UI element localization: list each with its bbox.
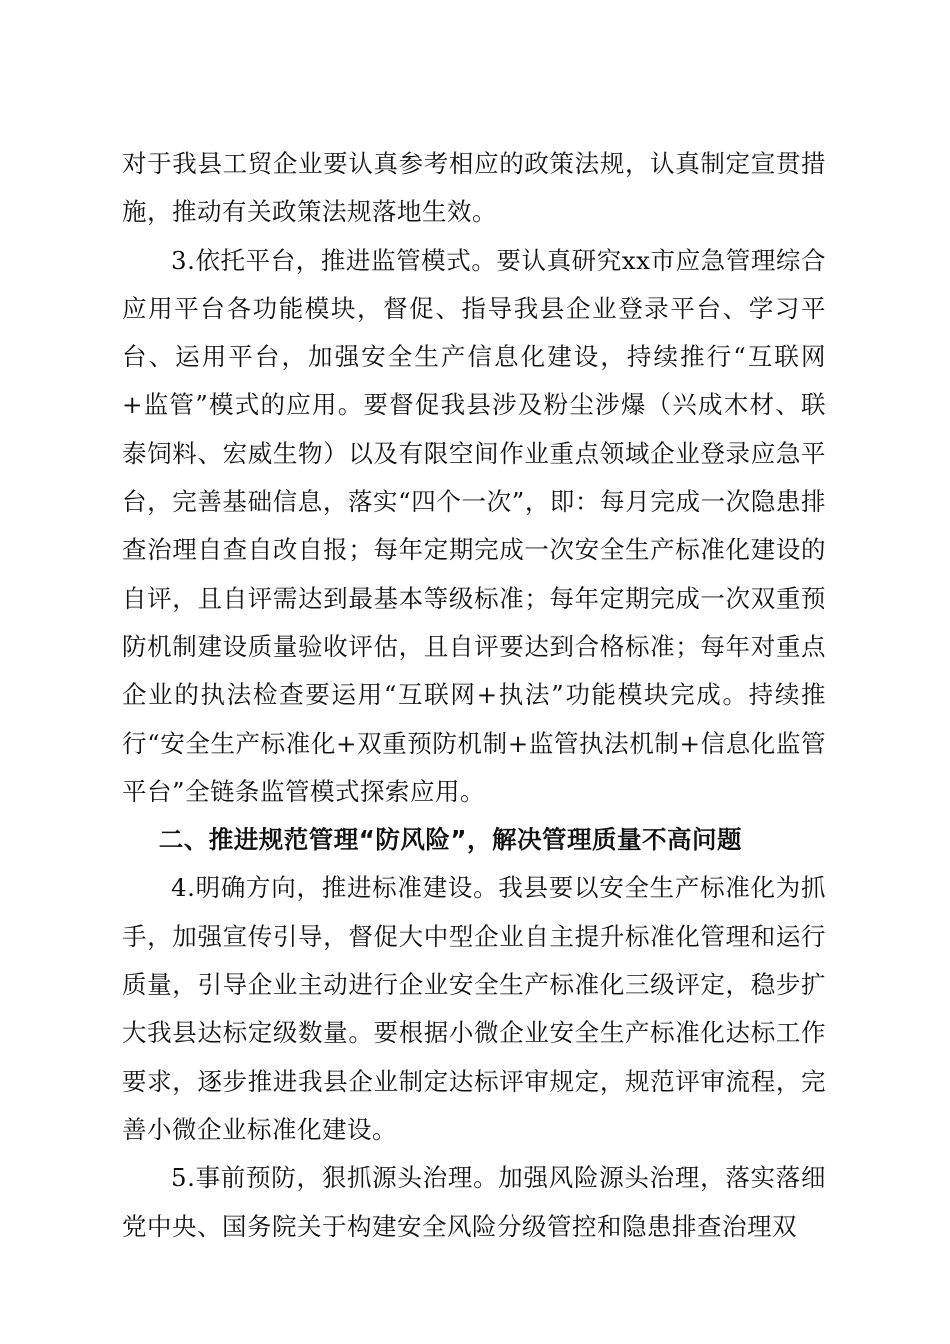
section-heading-2: 二、推进规范管理“防风险”，解决管理质量不高问题 bbox=[158, 825, 742, 855]
paragraph-item-4: 4.明确方向，推进标准建设。我县要以安全生产标准化为抓手，加强宣传引导，督促大中型企业自主提升标准化管理和运行质量，引导企业主动进行企业安全生产标准化三级评定，稳步扩大我县达标定级数量。要根据小微企业安全生产标准化达标工作要求，逐步推进我县企业制定达标评审规定，规范评审流程，完善小微企业标准化建设。 bbox=[122, 873, 826, 1144]
paragraph-item-3: 3.依托平台，推进监管模式。要认真研究xx市应急管理综合应用平台各功能模块，督促、指导我县企业登录平台、学习平台、运用平台，加强安全生产信息化建设，持续推行“互联网+监管”模式的应用。要督促我县涉及粉尘涉爆（兴成木材、联泰饲料、宏威生物）以及有限空间作业重点领域企业登录应急平台，完善基础信息，落实“四个一次”，即：每月完成一次隐患排查治理自查自改自报；每年定期完成一次安全生产标准化建设的自评，且自评需达到最基本等级标准；每年定期完成一次双重预防机制建设质量验收评估，且自评要达到合格标准；每年对重点企业的执法检查要运用“互联网+执法”功能模块完成。持续推行“安全生产标准化+双重预防机制+监管执法机制+信息化监管平台”全链条监管模式探索应用。 bbox=[122, 245, 826, 806]
paragraph-item-5: 5.事前预防，狠抓源头治理。加强风险源头治理，落实落细党中央、国务院关于构建安全风险分级管控和隐患排查治理双 bbox=[122, 1163, 826, 1241]
paragraph-continuation: 对于我县工贸企业要认真参考相应的政策法规，认真制定宣贯措施，推动有关政策法规落地生效。 bbox=[122, 149, 826, 227]
document-body bbox=[122, 140, 826, 1251]
